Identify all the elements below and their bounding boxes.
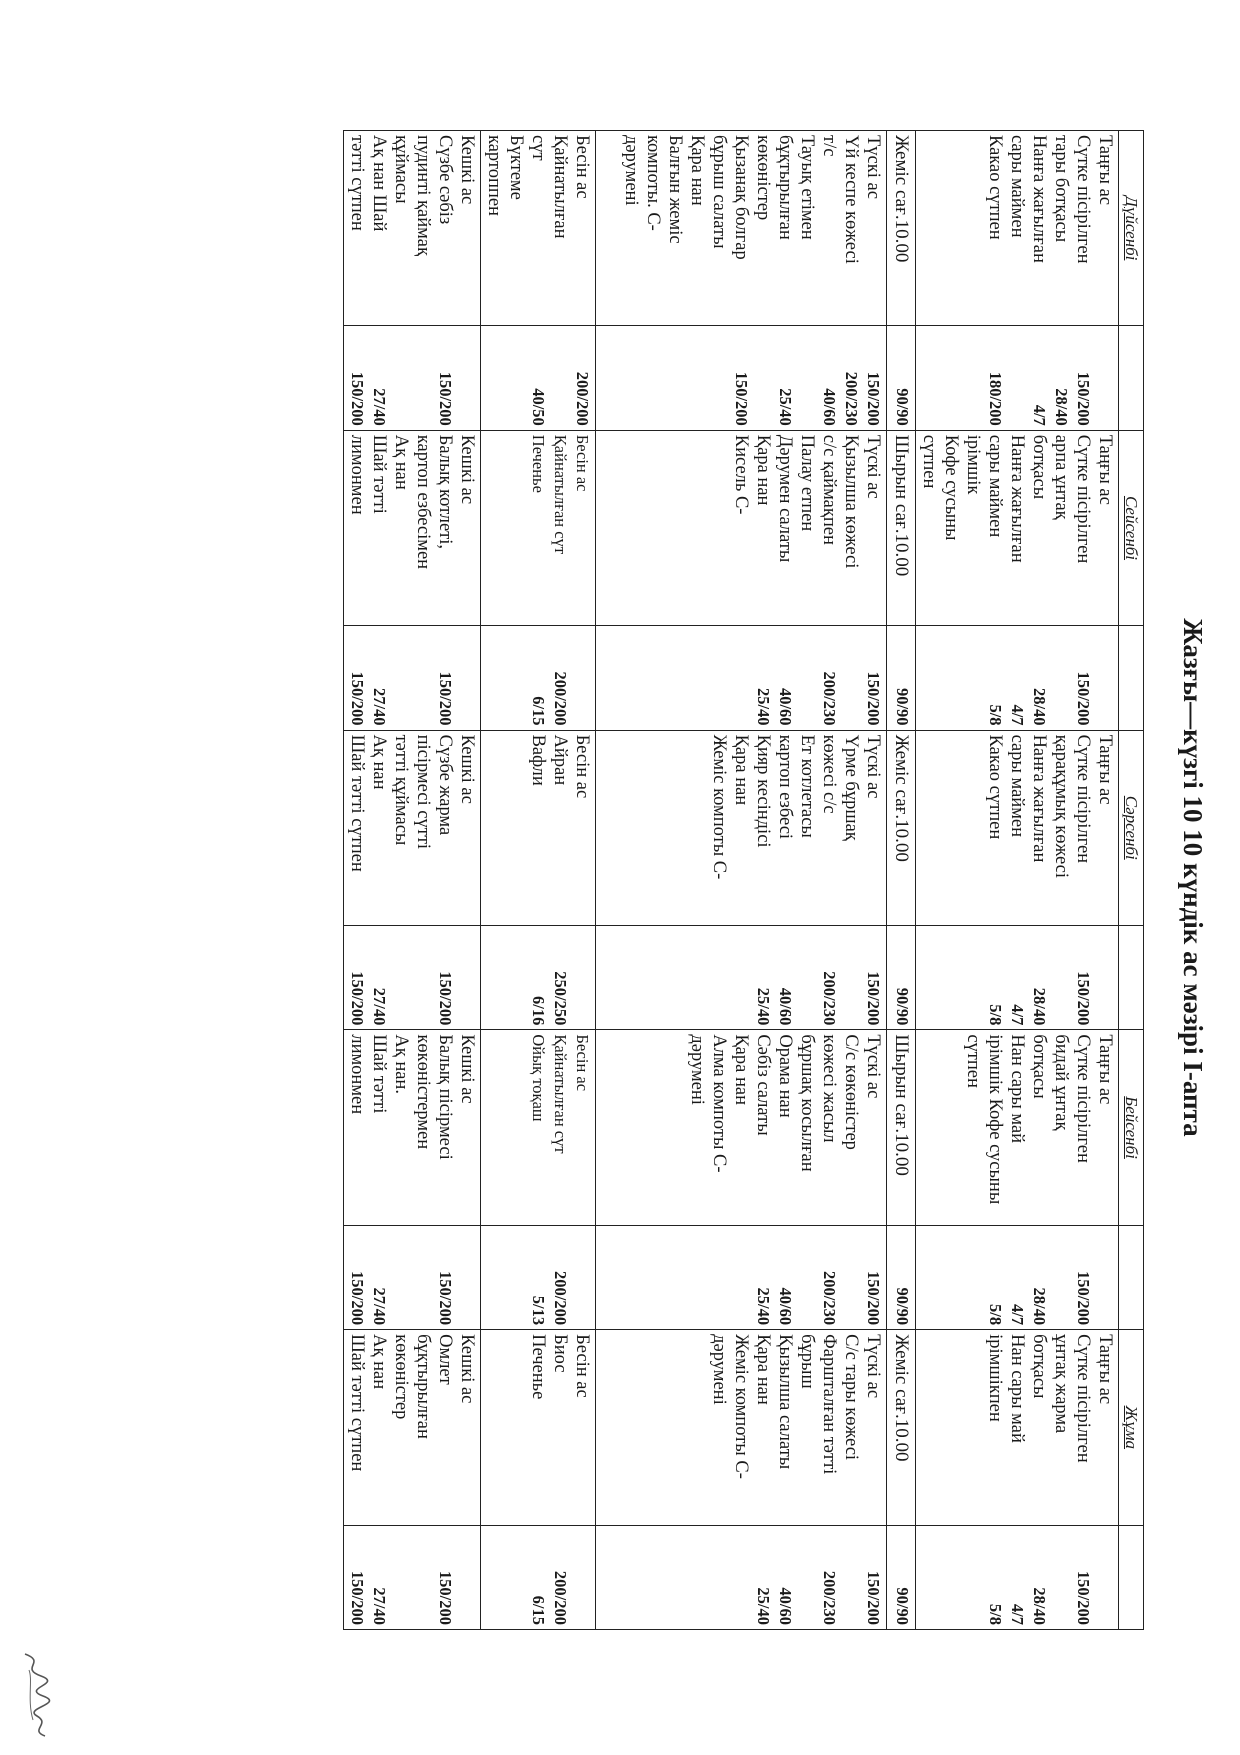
afternoon-grams: 200/200 5/13 [481, 1225, 596, 1329]
breakfast-dishes: Таңғы ас Сүтке пісірілген қарақұмық көжесі Нанға жағылған сары маймен Какао сүтпен [916, 730, 1119, 925]
dinner-grams: 150/200 27/40 150/200 [344, 925, 481, 1029]
breakfast-grams: 150/200 28/40 4/7 180/200 [916, 326, 1119, 430]
breakfast-grams: 150/200 28/40 4/7 5/8 [916, 1525, 1119, 1629]
snack-name: Шырын сағ.10.00 [887, 430, 916, 625]
dinner-dishes: Кешкі ас Балық котлеті, картоп езбесімен Ақ нан Шай тәтті лимонмен [344, 430, 481, 625]
afternoon-grams: 200/200 40/50 [481, 326, 596, 430]
snack-name: Жеміс сағ.10.00 [887, 730, 916, 925]
day-header: Сәрсенбі [1119, 730, 1144, 925]
afternoon-grams: 200/200 6/15 [481, 1525, 596, 1629]
dinner-grams: 150/200 27/40 150/200 [344, 1225, 481, 1329]
lunch-dishes: Түскі ас Қызылша көжесі с/с қаймақпен Палау етпен Дәрумен салаты Қара нан Кисель С- [596, 430, 887, 625]
dinner-dishes: Кешкі ас Сүзбе сәбіз пудинті қаймақ құймасы Ақ нан Шай тәтті сүтпен [344, 131, 481, 326]
afternoon-dishes: Бесін ас Биос Печенье [481, 1330, 596, 1525]
lunch-dishes: Түскі ас С/с тары көжесі Фаршталған тәтті бұрыш Қызылша салаты Қара нан Жеміс компоты С- дәрумені [596, 1330, 887, 1525]
snack-grams: 90/90 [887, 626, 916, 730]
lunch-grams: 150/200 200/230 40/60 25/40 [596, 1525, 887, 1629]
afternoon-dishes: Бесін ас Айран Вафли [481, 730, 596, 925]
breakfast-grams: 150/200 28/40 4/7 5/8 [916, 1225, 1119, 1329]
day-header: Жұма [1119, 1330, 1144, 1525]
breakfast-grams: 150/200 28/40 4/7 5/8 [916, 626, 1119, 730]
breakfast-dishes: Таңғы ас Сүтке пісірілген ұнтақ жарма ботқасы Нан сары май ірімшікпен [916, 1330, 1119, 1525]
lunch-dishes: Түскі ас Үрме бұршақ көжесі с/с Ет котлетасы картоп езбесі Қияр кесіндісі Қара нан Жеміс компоты С- [596, 730, 887, 925]
dinner-grams: 150/200 27/40 150/200 [344, 626, 481, 730]
dinner-dishes: Кешкі ас Омлет бұқтырылған көкөністер Ақ нан Шай тәтті сүтпен [344, 1330, 481, 1525]
dinner-grams: 150/200 27/40 150/200 [344, 1525, 481, 1629]
lunch-grams: 150/200 200/230 40/60 25/40 [596, 1225, 887, 1329]
snack-row [887, 131, 916, 1630]
afternoon-snack-row [481, 131, 596, 1630]
afternoon-grams: 250/250 6/16 [481, 925, 596, 1029]
signature-icon [15, 1650, 55, 1740]
afternoon-dishes: Бесін ас Қайнатылған сүт Ойық тоқаш [481, 1030, 596, 1225]
snack-grams: 90/90 [887, 925, 916, 1029]
lunch-grams: 150/200 200/230 40/60 25/40 150/200 [596, 326, 887, 430]
menu-table [343, 130, 1144, 1630]
snack-name: Жеміс сағ.10.00 [887, 131, 916, 326]
lunch-grams: 150/200 200/230 40/60 25/40 [596, 626, 887, 730]
afternoon-dishes: Бесін ас Қайнатылған сүт Бүктеме картоппен [481, 131, 596, 326]
day-header: Сейсенбі [1119, 430, 1144, 625]
breakfast-dishes: Таңғы ас Сүтке пісірілген бидай ұнтақ ботқасы Нан сары май ірімшік Кофе сусыны сүтпен [916, 1030, 1119, 1225]
breakfast-grams: 150/200 28/40 4/7 5/8 [916, 925, 1119, 1029]
snack-name: Жеміс сағ.10.00 [887, 1330, 916, 1525]
lunch-grams: 150/200 200/230 40/60 25/40 [596, 925, 887, 1029]
dinner-row [344, 131, 481, 1630]
snack-grams: 90/90 [887, 1525, 916, 1629]
snack-grams: 90/90 [887, 1225, 916, 1329]
afternoon-dishes: Бесін ас Қайнатылған сүт Печенье [481, 430, 596, 625]
day-header: Дүйсенбі [1119, 131, 1144, 326]
day-header-row [1119, 131, 1144, 1630]
lunch-row [596, 131, 887, 1630]
dinner-grams: 150/200 27/40 150/200 [344, 326, 481, 430]
menu-title: Жазғы—күзгі 10 10 күндік ас мәзірі I-апта [1178, 618, 1208, 1137]
day-header: Бейсенбі [1119, 1030, 1144, 1225]
dinner-dishes: Кешкі ас Сүзбе жарма пісірмесі сүтті тәтті құймасы Ақ нан Шай тәтті сүтпен [344, 730, 481, 925]
lunch-dishes: Түскі ас С/с көкөністер көжесі жасыл бұршақ косылған Орама нан Сәбіз салаты Қара нан Алма компоты С- дәрумені [596, 1030, 887, 1225]
breakfast-row [916, 131, 1119, 1630]
breakfast-dishes: Таңғы ас Сүтке пісірілген тары ботқасы Нанға жағылған сары маймен Какао сүтпен [916, 131, 1119, 326]
snack-grams: 90/90 [887, 326, 916, 430]
lunch-dishes: Түскі ас Үй кеспе көжесі т/с Тауық етімен бұқтырылған көкөністер Қызанақ болгар бұрыш салаты Қара нан Балғын жеміс компоты. С- дәрумені [596, 131, 887, 326]
breakfast-dishes: Таңғы ас Сүтке пісірілген арпа ұнтақ ботқасы Нанға жағылған сары маймен ірімшік Кофе сусыны сүтпен [916, 430, 1119, 625]
snack-name: Шырын сағ.10.00 [887, 1030, 916, 1225]
dinner-dishes: Кешкі ас Балық пісірмесі көкөністермен Ақ нан. Шай тәтті лимонмен [344, 1030, 481, 1225]
afternoon-grams: 200/200 6/15 [481, 626, 596, 730]
